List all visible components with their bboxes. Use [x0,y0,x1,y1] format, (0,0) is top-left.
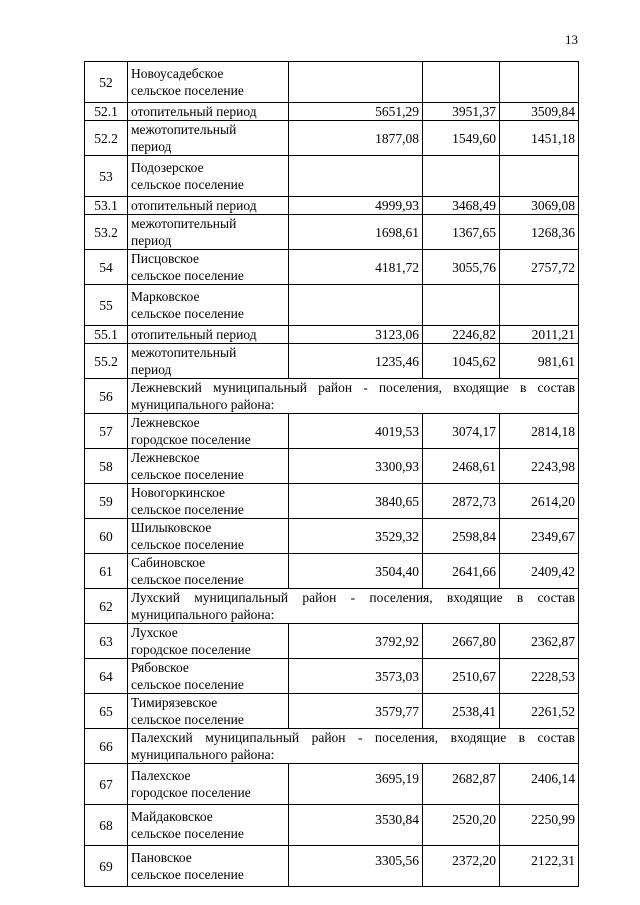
row-number: 67 [85,764,128,805]
value-cell-2: 2598,84 [423,519,500,554]
settlement-name [128,519,289,554]
settlement-name [128,764,289,805]
value-cell-2: 2872,73 [423,484,500,519]
settlement-name-line: городское поселение [131,785,251,800]
settlement-name-line: сельское поселение [131,306,244,321]
settlement-name-line: сельское поселение [131,177,244,192]
settlement-name [128,103,289,121]
value-cell-1 [289,62,423,103]
row-number: 55.2 [85,344,128,379]
settlement-name-line: межотопительный [131,216,237,231]
value-cell-2: 2468,61 [423,449,500,484]
value-cell-3: 2362,87 [500,624,579,659]
row-number: 69 [85,846,128,887]
settlement-name-line: сельское поселение [131,712,244,727]
row-number: 55 [85,285,128,326]
value-cell-1: 3579,77 [289,694,423,729]
value-cell-2: 1367,65 [423,215,500,250]
settlement-name-line: сельское поселение [131,572,244,587]
table-row [85,215,579,250]
value-cell-1: 3530,84 [289,805,423,846]
settlement-name-line: сельское поселение [131,502,244,517]
value-cell-3 [500,156,579,197]
value-cell-3: 2757,72 [500,250,579,285]
row-number: 53.1 [85,197,128,215]
row-number: 68 [85,805,128,846]
value-cell-1: 4019,53 [289,414,423,449]
table-row [85,846,579,887]
value-cell-1 [289,285,423,326]
settlement-name-line: период [131,362,172,377]
table-row [85,197,579,215]
table-row [85,62,579,103]
settlement-name [128,554,289,589]
row-number: 55.1 [85,326,128,344]
settlement-name-line: межотопительный [131,345,237,360]
value-cell-2: 3468,49 [423,197,500,215]
table-row [85,484,579,519]
district-description: Палехский муниципальный район - поселения, входящие в состав муниципального района: [128,729,579,764]
value-cell-3: 1451,18 [500,121,579,156]
settlement-name-line: период [131,233,172,248]
settlement-name [128,846,289,887]
row-number: 52 [85,62,128,103]
table-row [85,805,579,846]
settlement-name-line: сельское поселение [131,268,244,283]
page-number: 13 [565,32,578,47]
settlement-name-line: Новогоркинское [131,485,226,500]
district-description: Лухский муниципальный район - поселения, входящие в состав муниципального района: [128,589,579,624]
row-number: 53.2 [85,215,128,250]
row-number: 53 [85,156,128,197]
value-cell-2: 2372,20 [423,846,500,887]
settlement-name-line: Писцовское [131,251,200,266]
value-cell-3 [500,285,579,326]
value-cell-2: 3951,37 [423,103,500,121]
row-number: 66 [85,729,128,764]
table-row [85,250,579,285]
settlement-name [128,197,289,215]
value-cell-3: 2409,42 [500,554,579,589]
value-cell-1: 3300,93 [289,449,423,484]
row-number: 60 [85,519,128,554]
district-row [85,589,579,624]
settlement-name-line: Сабиновское [131,555,206,570]
row-number: 56 [85,379,128,414]
row-number: 64 [85,659,128,694]
settlement-name-line: Палехское [131,768,191,783]
value-cell-1: 3529,32 [289,519,423,554]
value-cell-3: 2349,67 [500,519,579,554]
settlement-name-line: Лухское [131,625,178,640]
settlement-name-line: Подозерское [131,160,204,175]
settlement-name-line: сельское поселение [131,537,244,552]
table-row [85,659,579,694]
table-row [85,694,579,729]
value-cell-2: 2682,87 [423,764,500,805]
settlement-name-line: отопительный период [131,198,257,213]
settlement-name-line: сельское поселение [131,83,244,98]
settlement-name-line: городское поселение [131,432,251,447]
row-number: 61 [85,554,128,589]
value-cell-1: 3305,56 [289,846,423,887]
district-description: Лежневский муниципальный район - поселения, входящие в состав муниципального района: [128,379,579,414]
value-cell-2 [423,285,500,326]
settlement-name-line: Новоусадебское [131,66,224,81]
value-cell-1: 1235,46 [289,344,423,379]
table-row [85,121,579,156]
settlement-name-line: сельское поселение [131,867,244,882]
table-row [85,554,579,589]
settlement-name [128,215,289,250]
settlement-name [128,484,289,519]
table-row [85,103,579,121]
value-cell-1: 4999,93 [289,197,423,215]
settlement-name [128,121,289,156]
value-cell-2: 3074,17 [423,414,500,449]
value-cell-3: 2243,98 [500,449,579,484]
row-number: 65 [85,694,128,729]
row-number: 63 [85,624,128,659]
table-row [85,285,579,326]
value-cell-1: 3695,19 [289,764,423,805]
value-cell-3: 2122,31 [500,846,579,887]
settlement-name-line: Тимирязевское [131,695,218,710]
value-cell-3: 2261,52 [500,694,579,729]
value-cell-1: 3573,03 [289,659,423,694]
settlement-name-line: Лежневское [131,415,200,430]
settlement-name [128,156,289,197]
settlement-name-line: Рябовское [131,660,189,675]
value-cell-2: 2520,20 [423,805,500,846]
settlement-name-line: сельское поселение [131,677,244,692]
value-cell-2: 1045,62 [423,344,500,379]
row-number: 59 [85,484,128,519]
settlement-name [128,805,289,846]
settlement-name-line: Шилыковское [131,520,212,535]
district-row [85,729,579,764]
settlement-name-line: Марковское [131,289,200,304]
settlement-name-line: Майдаковское [131,809,213,824]
value-cell-1: 3504,40 [289,554,423,589]
value-cell-1: 3123,06 [289,326,423,344]
row-number: 52.2 [85,121,128,156]
settlement-name [128,344,289,379]
tariff-table [84,61,579,887]
table-row [85,624,579,659]
row-number: 52.1 [85,103,128,121]
value-cell-3: 2250,99 [500,805,579,846]
value-cell-2 [423,62,500,103]
settlement-name [128,414,289,449]
value-cell-2: 2510,67 [423,659,500,694]
table-row [85,156,579,197]
settlement-name-line: городское поселение [131,642,251,657]
value-cell-1: 3792,92 [289,624,423,659]
table-row [85,414,579,449]
value-cell-3: 3509,84 [500,103,579,121]
table-row [85,764,579,805]
value-cell-2 [423,156,500,197]
settlement-name [128,326,289,344]
settlement-name [128,250,289,285]
settlement-name-line: период [131,139,172,154]
settlement-name [128,285,289,326]
settlement-name-line: сельское поселение [131,467,244,482]
settlement-name [128,449,289,484]
value-cell-3: 2406,14 [500,764,579,805]
value-cell-2: 3055,76 [423,250,500,285]
settlement-name-line: Пановское [131,850,192,865]
table-row [85,344,579,379]
row-number: 54 [85,250,128,285]
settlement-name [128,62,289,103]
value-cell-2: 2538,41 [423,694,500,729]
settlement-name-line: отопительный период [131,327,257,342]
value-cell-1: 5651,29 [289,103,423,121]
table-body [85,62,579,887]
table-row [85,519,579,554]
table-row [85,326,579,344]
value-cell-1: 3840,65 [289,484,423,519]
value-cell-2: 1549,60 [423,121,500,156]
settlement-name-line: Лежневское [131,450,200,465]
value-cell-1: 1698,61 [289,215,423,250]
settlement-name-line: сельское поселение [131,826,244,841]
value-cell-2: 2667,80 [423,624,500,659]
value-cell-2: 2246,82 [423,326,500,344]
value-cell-3: 2228,53 [500,659,579,694]
value-cell-3: 2011,21 [500,326,579,344]
district-row [85,379,579,414]
value-cell-1: 1877,08 [289,121,423,156]
settlement-name-line: отопительный период [131,104,257,119]
row-number: 62 [85,589,128,624]
row-number: 58 [85,449,128,484]
value-cell-2: 2641,66 [423,554,500,589]
settlement-name [128,624,289,659]
settlement-name [128,659,289,694]
value-cell-1: 4181,72 [289,250,423,285]
value-cell-3: 2614,20 [500,484,579,519]
value-cell-3: 3069,08 [500,197,579,215]
settlement-name [128,694,289,729]
table-row [85,449,579,484]
settlement-name-line: межотопительный [131,122,237,137]
value-cell-3 [500,62,579,103]
value-cell-1 [289,156,423,197]
value-cell-3: 1268,36 [500,215,579,250]
value-cell-3: 2814,18 [500,414,579,449]
value-cell-3: 981,61 [500,344,579,379]
row-number: 57 [85,414,128,449]
